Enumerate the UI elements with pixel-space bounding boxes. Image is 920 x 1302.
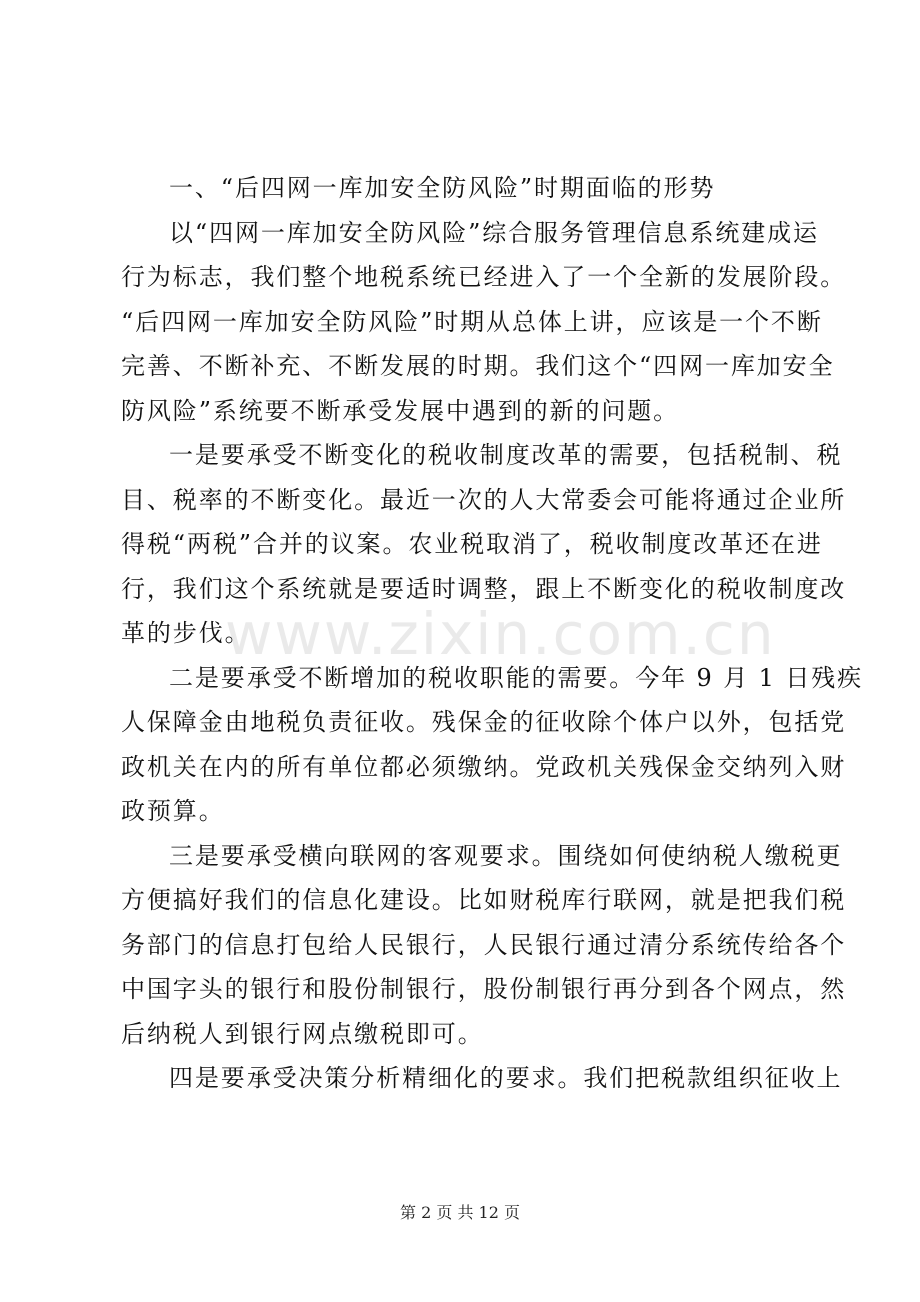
paragraph-line: 行，我们这个系统就是要适时调整，跟上不断变化的税收制度改 bbox=[121, 574, 847, 603]
paragraph-line: 防风险”系统要不断承受发展中遇到的新的问题。 bbox=[121, 396, 680, 425]
paragraph-line: 完善、不断补充、不断发展的时期。我们这个“四网一库加安全 bbox=[121, 352, 835, 380]
paragraph-line: 务部门的信息打包给人民银行，人民银行通过清分系统传给各个 bbox=[121, 930, 847, 959]
paragraph-line: 三是要承受横向联网的客观要求。围绕如何使纳税人缴税更 bbox=[169, 841, 843, 870]
paragraph-5 bbox=[121, 1056, 843, 1101]
paragraph-1 bbox=[121, 211, 847, 434]
paragraph-line: 以“四网一库加安全防风险”综合服务管理信息系统建成运 bbox=[169, 218, 819, 247]
section-heading: 一、“后四网一库加安全防风险”时期面临的形势 bbox=[169, 174, 716, 202]
paragraph-line: “后四网一库加安全防风险”时期从总体上讲，应该是一个不断 bbox=[121, 307, 823, 336]
page-footer: 第 2 页 共 12 页 bbox=[400, 1203, 520, 1222]
watermark: www.zixin.com.cn bbox=[225, 600, 776, 668]
paragraph-line: 得税“两税”合并的议案。农业税取消了，税收制度改革还在进 bbox=[121, 530, 823, 558]
paragraph-line: 四是要承受决策分析精细化的要求。我们把税款组织征收上 bbox=[169, 1064, 843, 1092]
paragraph-line: 革的步伐。 bbox=[121, 619, 251, 647]
paragraph-line: 方便搞好我们的信息化建设。比如财税库行联网，就是把我们税 bbox=[121, 886, 847, 914]
paragraph-line: 政预算。 bbox=[121, 797, 225, 825]
paragraph-line: 政机关在内的所有单位都必须缴纳。党政机关残保金交纳列入财 bbox=[121, 752, 847, 781]
paragraph-4 bbox=[121, 834, 847, 1057]
paragraph-line: 中国字头的银行和股份制银行，股份制银行再分到各个网点，然 bbox=[121, 975, 847, 1003]
paragraph-line: 人保障金由地税负责征收。残保金的征收除个体户以外，包括党 bbox=[121, 708, 847, 736]
paragraph-line: 后纳税人到银行网点缴税即可。 bbox=[121, 1019, 484, 1048]
paragraph-3 bbox=[121, 656, 864, 834]
paragraph-line: 一是要承受不断变化的税收制度改革的需要，包括税制、税 bbox=[169, 441, 843, 469]
paragraph-line: 目、税率的不断变化。最近一次的人大常委会可能将通过企业所 bbox=[121, 485, 847, 514]
paragraph-line: 行为标志，我们整个地税系统已经进入了一个全新的发展阶段。 bbox=[121, 263, 847, 291]
paragraph-line: 二是要承受不断增加的税收职能的需要。今年 9 月 1 日残疾 bbox=[169, 663, 864, 692]
